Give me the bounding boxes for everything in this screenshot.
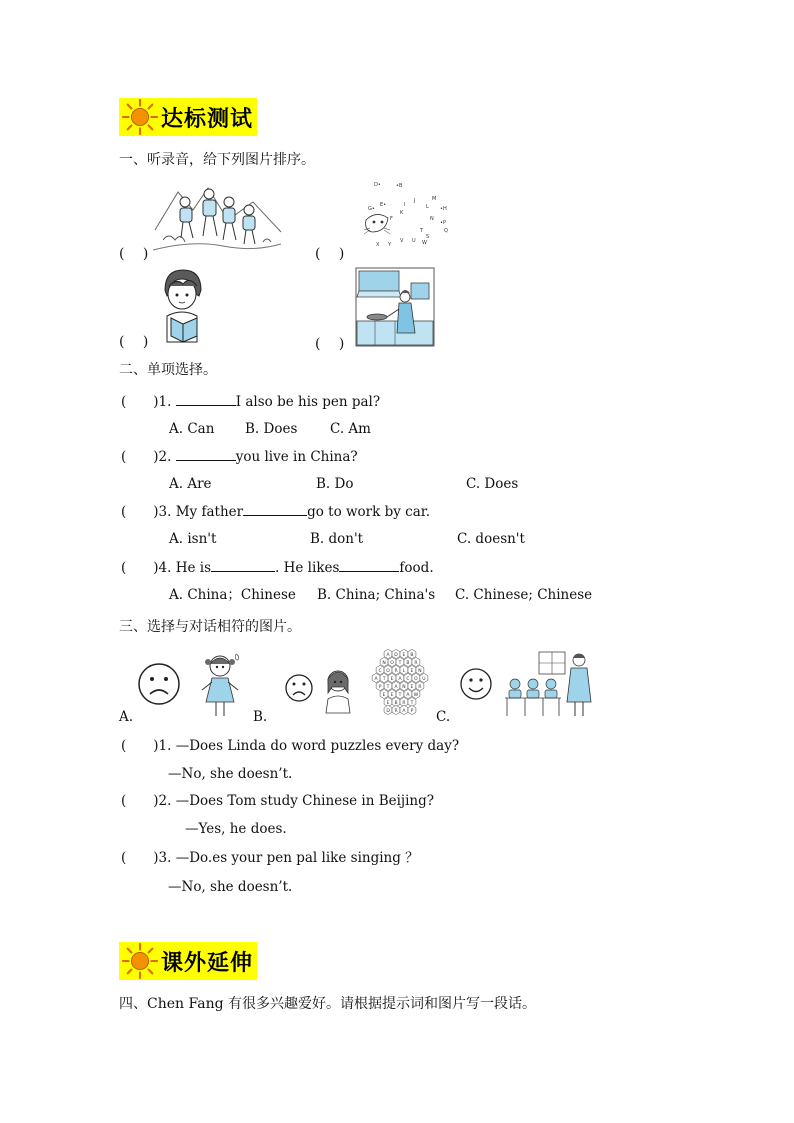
option-a[interactable]: A. Are [169,476,212,492]
part3-heading: 三、选择与对话相符的图片。 [119,619,301,635]
svg-text:•H: •H [440,206,447,212]
option-a[interactable]: A. China；Chinese [169,587,296,603]
puzzle-letter: A [406,692,410,698]
svg-text:K: K [400,210,404,216]
dialog-question-1 [121,737,459,755]
dialog-text: 1. —Does Linda do word puzzles every day? [158,738,460,754]
mc-question-4 [121,558,434,577]
option-b[interactable]: B. don't [310,531,364,547]
mc-question-2 [121,447,358,466]
puzzle-letter: T [398,660,402,666]
puzzle-letter: B [394,700,398,706]
option-c[interactable]: C. Does [466,476,519,492]
section-title: 课外延伸 [161,950,254,976]
puzzle-letter: B [406,660,410,666]
puzzle-letter: P [410,708,414,714]
svg-text:U: U [412,238,416,244]
sun-icon [121,942,159,980]
puzzle-letter: R [394,668,398,674]
svg-text:•B: •B [396,183,403,189]
sun-icon [121,98,159,136]
svg-text:F: F [390,216,393,222]
puzzle-letter: E [390,676,394,682]
answer-blank-4[interactable]: ( ) [315,336,345,352]
question-text: . He likes [275,560,340,576]
puzzle-letter: L [402,668,406,674]
fill-blank[interactable] [243,502,307,516]
part2-heading: 二、单项选择。 [119,362,217,378]
dialog-answer-3: —No, she doesn’t. [168,879,293,895]
option-c[interactable]: C. Am [330,421,371,437]
puzzle-letter: E [390,692,394,698]
question-text: I also be his pen pal? [235,394,381,410]
dialog-answer-2: —Yes, he does. [185,821,287,837]
cooking-picture [355,267,435,347]
puzzle-letter: D [394,652,398,658]
dialog-answer-1: —No, she doesn’t. [168,766,293,782]
puzzle-letter: A [402,708,406,714]
puzzle-letter: N [382,660,386,666]
small-sad-face-icon [284,673,314,703]
puzzle-letter: A [374,676,378,682]
puzzle-letter: R [394,708,398,714]
part4-heading: 四、Chen Fang 有很多兴趣爱好。请根据提示词和图片写一段话。 [119,996,537,1012]
option-b[interactable]: B. Do [316,476,354,492]
svg-text:L: L [426,204,429,210]
answer-paren[interactable]: ( ) [121,793,159,809]
happy-face-icon [459,667,493,701]
puzzle-letter: E [382,692,386,698]
puzzle-letter: P [378,684,382,690]
question-number: 4. [158,560,172,576]
svg-text:•P: •P [440,220,446,226]
fill-blank[interactable] [339,558,399,572]
answer-paren[interactable]: ( ) [121,560,159,576]
puzzle-letter: C [378,668,382,674]
mc-question-1 [121,392,380,411]
section-header-test [119,98,257,136]
fill-blank[interactable] [211,558,275,572]
question-number: 3. [158,504,172,520]
puzzle-letter: T [410,700,414,706]
question-text: My father [175,504,244,520]
puzzle-letter: O [386,668,390,674]
svg-text:I: I [404,202,406,208]
svg-text:Q: Q [444,228,448,234]
choice-label-b: B. [253,709,268,725]
option-b[interactable]: B. Does [245,421,298,437]
puzzle-letter: W [413,692,419,698]
option-c[interactable]: C. Chinese; Chinese [455,587,593,603]
dialog-text: 3. —Do.es your pen pal like singing ？ [158,850,419,866]
dialog-question-3 [121,849,419,867]
puzzle-letter: A [394,684,398,690]
answer-blank-3[interactable]: ( ) [119,334,149,350]
svg-text:V: V [400,238,404,244]
answer-paren[interactable]: ( ) [121,850,159,866]
section-header-extension [119,942,257,980]
answer-paren[interactable]: ( ) [121,449,159,465]
puzzle-letter: A [398,676,402,682]
question-text: food. [399,560,434,576]
fill-blank[interactable] [176,392,236,406]
puzzle-letter: T [386,684,390,690]
girl-thinking-picture [320,665,356,715]
question-text: He is [175,560,212,576]
option-c[interactable]: C. doesn't [457,531,525,547]
hiking-picture [153,180,283,255]
dialog-question-2 [121,792,434,810]
svg-text:D•: D• [374,182,381,188]
question-number: 1. [158,394,172,410]
puzzle-letter: R [418,684,422,690]
option-b[interactable]: B. China; China's [317,587,436,603]
choice-label-c: C. [436,709,451,725]
puzzle-letter: T [398,692,402,698]
girl-picture [196,650,246,720]
word-puzzle-picture [365,649,435,719]
puzzle-letter: O [414,676,418,682]
sad-face-icon [137,662,181,706]
dot-puzzle-picture [360,180,460,260]
answer-paren[interactable]: ( ) [121,504,159,520]
dialog-text: 2. —Does Tom study Chinese in Beijing? [158,793,435,809]
answer-blank-1[interactable]: ( ) [119,246,149,262]
fill-blank[interactable] [176,447,236,461]
svg-text:W: W [422,240,427,246]
puzzle-letter: C [406,676,410,682]
puzzle-letter: O [390,660,394,666]
question-text: you live in China? [235,449,358,465]
section-title: 达标测试 [161,106,254,132]
puzzle-letter: E [410,668,414,674]
answer-paren[interactable]: ( ) [121,394,159,410]
puzzle-letter: E [410,684,414,690]
option-a[interactable]: A. Can [169,421,215,437]
puzzle-letter: D [386,708,390,714]
puzzle-letter: N [402,684,406,690]
svg-text:G•: G• [368,206,375,212]
svg-text:J: J [414,198,416,204]
question-number: 2. [158,449,172,465]
svg-text:T: T [420,228,424,234]
svg-text:S: S [426,234,430,240]
puzzle-letter: U [422,676,426,682]
puzzle-letter: B [410,652,414,658]
question-text: go to work by car. [307,504,431,520]
svg-text:N: N [430,216,434,222]
choice-label-a: A. [119,709,134,725]
puzzle-letter: R [402,700,406,706]
part1-heading: 一、听录音，给下列图片排序。 [119,152,315,168]
mc-question-3 [121,502,430,521]
svg-text:E•: E• [380,202,387,208]
boy-reading-picture [157,268,207,343]
puzzle-letter: A [386,652,390,658]
puzzle-letter: E [386,700,390,706]
puzzle-letter: T [382,676,386,682]
answer-paren[interactable]: ( ) [121,738,159,754]
svg-text:Y: Y [388,242,392,248]
classroom-picture [503,646,595,718]
svg-text:M: M [432,196,437,202]
puzzle-letter: R [414,660,418,666]
option-a[interactable]: A. isn't [169,531,217,547]
answer-blank-2[interactable]: ( ) [315,246,345,262]
svg-text:X: X [376,242,380,248]
puzzle-letter: N [418,668,422,674]
puzzle-letter: E [402,652,406,658]
